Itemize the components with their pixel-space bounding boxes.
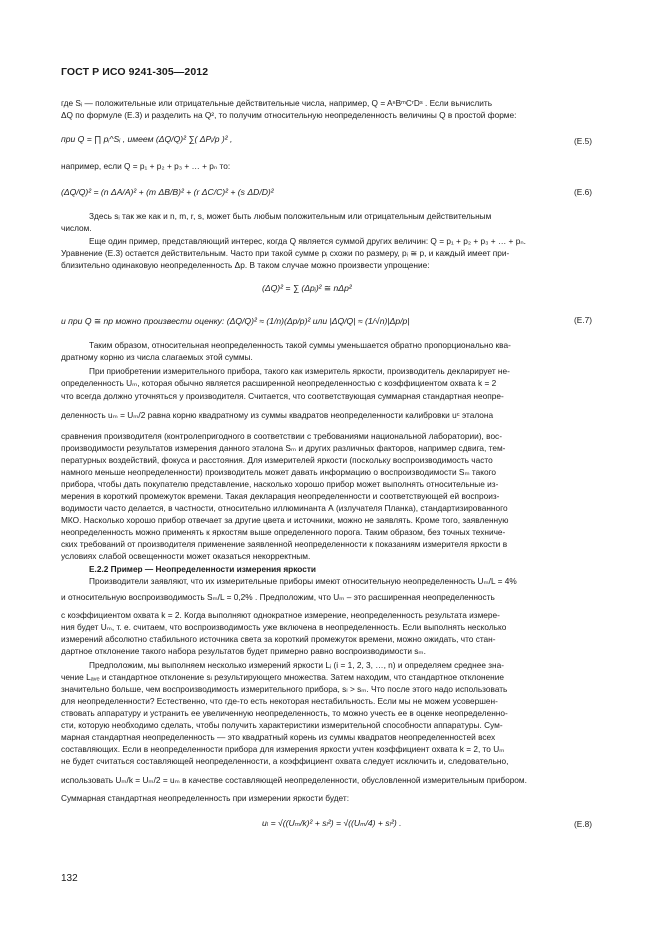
text-line: дартное отклонение такого набора результатов будет примерно равно воспроизводимости sₘ. xyxy=(61,646,426,656)
equation-number: (Е.5) xyxy=(574,136,592,146)
text-line: чение Lₐᵥₑ и стандартное отклонение sₗ результирующего множества. Затем находим, что стандартное отклонение xyxy=(61,672,505,682)
subsection-title: Е.2.2 Пример — Неопределенности измерения яркости xyxy=(89,564,317,574)
text-line: Здесь sᵢ так же как и n, m, r, s, может быть любым положительным или отрицательным действительным xyxy=(89,211,492,221)
text-line: не будет считаться составляющей неопределенности, а коэффициент охвата следует исключить и, следовательно, xyxy=(61,756,509,766)
text-line: ΔQ по формуле (Е.3) и разделить на Q², то получим относительную неопределенность величины Q в простой форме: xyxy=(61,110,517,120)
text-line: водимости часто делается, в частности, относительно иллюминанта А (излучателя Планка), стандартизированного xyxy=(61,503,508,513)
text-line: Предположим, мы выполняем несколько измерений яркости Lᵢ (i = 1, 2, 3, …, n) и определяем среднее зна- xyxy=(89,660,505,670)
text-line: пературных воздействий, фокуса и расстояния. Для измерителей яркости (поскольку воспроизводимость часто xyxy=(61,455,493,465)
text-line: сравнения производителя (контролепригодного в соответствии с требованиями национальной лаборатории), вос- xyxy=(61,431,502,441)
equation-e5: при Q = ∏ pᵢ^Sᵢ , имеем (ΔQ/Q)² ∑( ΔPᵢ/p )² , xyxy=(61,134,233,144)
equation-number: (Е.7) xyxy=(574,315,592,325)
text-line: измерений абсолютно стабильного источника света за короткий промежуток времени, можно ожидать, что стан- xyxy=(61,634,496,644)
text-line: Суммарная стандартная неопределенность при измерении яркости будет: xyxy=(61,793,350,803)
text-line: использовать Uₘ/k = Uₘ/2 = uₘ в качестве составляющей неопределенности, обусловленной измерительным прибором. xyxy=(61,775,527,785)
text-line: Уравнение (Е.3) остается действительным. Часто при такой сумме pᵢ схожи по размеру, pᵢ ≅ p, и каждый имеет при- xyxy=(61,248,510,258)
text-line: намного меньше неопределенности) производитель может давать информацию о воспроизводимости Sₘ такого xyxy=(61,467,497,477)
text-line: марная стандартная неопределенность — это квадратный корень из суммы квадратов неопределенностей всех xyxy=(61,732,496,742)
text-line: деленность uₘ = Uₘ/2 равна корню квадратному из суммы квадратов неопределенности калибровки uᶜ эталона xyxy=(61,410,494,420)
equation-e6: (ΔQ/Q)² = (n ΔA/A)² + (m ΔB/B)² + (r ΔC/C)² + (s ΔD/D)² xyxy=(61,187,274,197)
text-line: мерения в короткий промежуток времени. Такая декларация неопределенности и соответствующей ей воспроиз- xyxy=(61,491,500,501)
text-line: прибора, чтобы дать покупателю представление, насколько хорошо прибор может выполнять относительные из- xyxy=(61,479,499,489)
text-line: значительно больше, чем воспроизводимость измерительного прибора, sₗ > sₘ. Что после этого надо использовать xyxy=(61,684,508,694)
equation-e7: и при Q ≅ np можно произвести оценку: (ΔQ/Q)² ≈ (1/n)(Δp/p)² или |ΔQ/Q| ≈ (1/√n)|Δp/p| xyxy=(61,316,410,326)
text-line: условиях слабой освещенности может оказаться некорректным. xyxy=(61,551,311,561)
text-line: что всегда должно уточняться у производителя. Считается, что соответствующая суммарная стандартная неопре- xyxy=(61,391,504,401)
equation-e8: uₗ = √((Uₘ/k)² + sₗ²) = √((Uₘ/4) + sₗ²) . xyxy=(262,818,402,828)
text-line: сти, которую необходимо сделать, чтобы получить характеристики измерительной способности аппаратуры. Сум- xyxy=(61,720,503,730)
text-line: и относительную воспроизводимость Sₘ/L = 0,2% . Предположим, что Uₘ – это расширенная неопределенность xyxy=(61,592,495,602)
text-line: МКО. Насколько хорошо прибор отвечает за другие цвета и источники, можно не заявлять. Кроме того, заявленную xyxy=(61,515,509,525)
text-line: числом. xyxy=(61,223,92,233)
page-number: 132 xyxy=(61,873,78,884)
text-line: При приобретении измерительного прибора, такого как измеритель яркости, производитель декларирует не- xyxy=(89,366,510,376)
text-line: ния будет Uₘ, т. е. считаем, что воспроизводимость уже включена в неопределенность. Если выполнять несколько xyxy=(61,622,507,632)
text-line: Таким образом, относительная неопределенность такой суммы уменьшается обратно пропорционально ква- xyxy=(89,340,511,350)
text-line: где Sᵢ — положительные или отрицательные действительные числа, например, Q = AⁿBᵐCʳDˢ . Если вычислить xyxy=(61,98,493,108)
document-header: ГОСТ Р ИСО 9241-305—2012 xyxy=(61,66,209,78)
text-line: дратному корню из числа слагаемых этой суммы. xyxy=(61,352,253,362)
text-line: производимости результатов измерения данного эталона Sₘ и других различных факторов, например сдвига, тем- xyxy=(61,443,506,453)
text-line: например, если Q = p₁ + p₂ + p₃ + … + pₙ то: xyxy=(61,161,231,171)
text-line: с коэффициентом охвата k = 2. Когда выполняют однократное измерение, неопределенность результата измере- xyxy=(61,610,500,620)
text-line: ствовать аппаратуру и устранить ее увеличенную неопределенность, то можно учесть ее в оценке неопределенно- xyxy=(61,708,508,718)
text-line: для неопределенности? Естественно, что где-то есть некоторая нестабильность. Если мы не можем усовершен- xyxy=(61,696,498,706)
text-line: Производители заявляют, что их измерительные приборы имеют относительную неопределенность Uₘ/L = 4% xyxy=(89,576,517,586)
equation-number: (Е.6) xyxy=(574,187,592,197)
text-line: Еще один пример, представляющий интерес, когда Q является суммой других величин: Q = p₁ + p₂ + p₃ + … + pₙ. xyxy=(89,236,526,246)
equation-sum: (ΔQ)² = ∑ (Δpᵢ)² ≅ nΔp² xyxy=(262,283,352,293)
text-line: определенность Uₘ, которая обычно является расширенной неопределенностью с коэффициентом охвата k = 2 xyxy=(61,378,497,388)
text-line: ских требований от производителя применение заявленной неопределенности к показаниям измерителя яркости в xyxy=(61,539,508,549)
equation-number: (Е.8) xyxy=(574,819,592,829)
text-line: близительно одинаковую неопределенность Δp. В таком случае можно произвести упрощение: xyxy=(61,260,430,270)
text-line: неопределенность можно применять к яркостям выше определенного порога. Таким образом, без точных техниче- xyxy=(61,527,506,537)
text-line: составляющих. Если в неопределенности прибора для измерения яркости учтен коэффициент охвата k = 2, то Uₘ xyxy=(61,744,505,754)
